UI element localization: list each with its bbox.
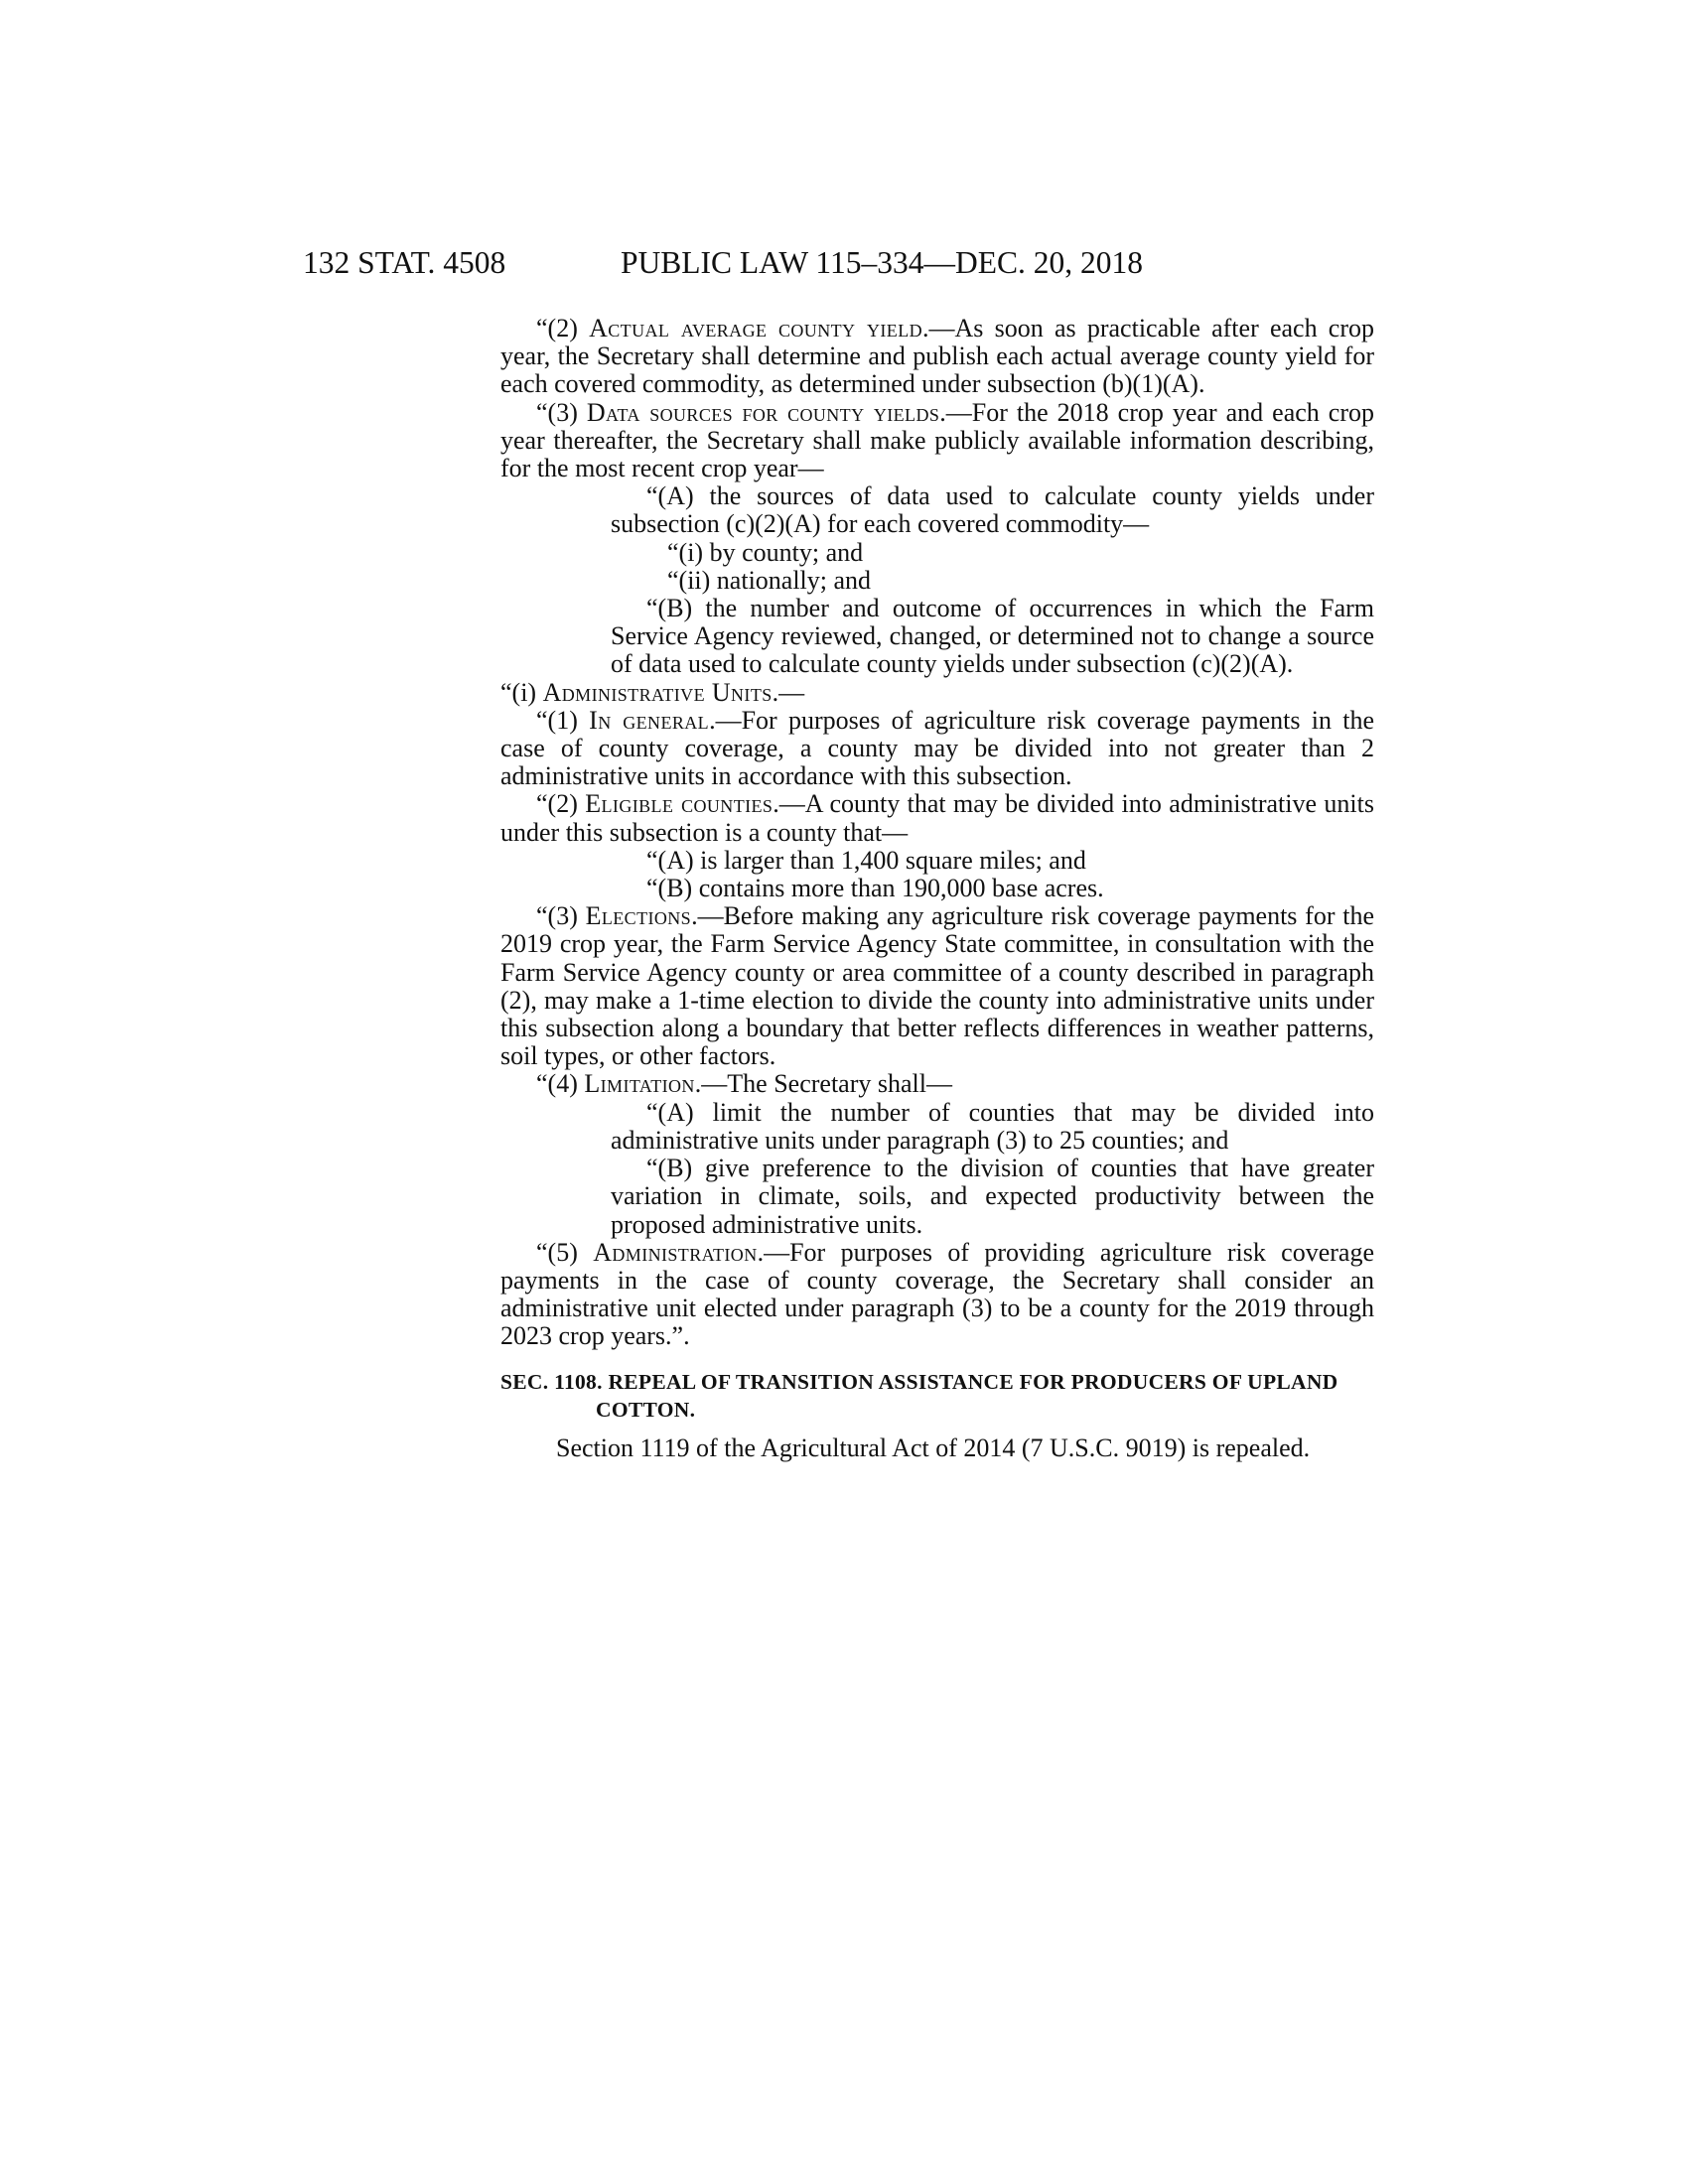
paragraph-i-5-administration: “(5) Administration.—For purposes of providing agriculture risk coverage payments in the case of county coverage, the Secretary shall consider an administrative unit elected under paragraph (3) to be a county for the 2019 through 2023 crop years.”. (500, 1237, 1374, 1351)
subparagraph-3-b: “(B) the number and outcome of occurrences in which the Farm Service Agency reviewed, changed, or determined not to change a source of data used to calculate county yields under subsection (c)(2)(A). (611, 594, 1374, 679)
stat-page-number: 132 STAT. 4508 (303, 245, 506, 280)
subparagraph-i-4-b: “(B) give preference to the division of counties that have greater variation in climate, soils, and expected productivity between the proposed administrative units. (611, 1154, 1374, 1239)
paragraph-heading: Eligible counties (585, 789, 774, 819)
subparagraph-3-a: “(A) the sources of data used to calculate county yields under subsection (c)(2)(A) for each covered commodity— (611, 481, 1374, 539)
paragraph-i-3-elections: “(3) Elections.—Before making any agriculture risk coverage payments for the 2019 crop year, the Farm Service Agency State committee, in consultation with the Farm Service Agency county or area committee of a county described in paragraph (2), may make a 1-time election to divide the county into administrative units under this subsection along a boundary that better reflects differences in weather patterns, soil types, or other factors. (500, 901, 1374, 1071)
paragraph-heading: Actual average county yield (589, 314, 922, 342)
paragraph-2-actual-average-county-yield: “(2) Actual average county yield.—As soon as practicable after each crop year, the Secretary shall determine and publish each actual average county yield for each covered commodity, as determined under subsection (b)(1)(A). (500, 314, 1374, 399)
paragraph-i-4-limitation: “(4) Limitation.—The Secretary shall— (536, 1069, 952, 1099)
subparagraph-i-4-a: “(A) limit the number of counties that may be divided into administrative units under paragraph (3) to 25 counties; and (611, 1097, 1374, 1155)
paragraph-heading: Elections (585, 901, 692, 931)
paragraph-heading: In general (589, 705, 710, 735)
subsection-i-administrative-units: “(i) Administrative Units.— (500, 677, 805, 707)
clause-3-a-ii: “(ii) nationally; and (667, 565, 872, 595)
public-law-title: PUBLIC LAW 115–334—DEC. 20, 2018 (621, 245, 1143, 280)
paragraph-heading: Limitation (584, 1069, 695, 1099)
paragraph-heading: Data sources for county yields (586, 397, 940, 427)
subparagraph-i-2-a: “(A) is larger than 1,400 square miles; and (646, 845, 1086, 875)
section-1108-heading: SEC. 1108. REPEAL OF TRANSITION ASSISTANCE FOR PRODUCERS OF UPLAND COTTON. (500, 1369, 1338, 1422)
section-1108-text: Section 1119 of the Agricultural Act of 2014 (7 U.S.C. 9019) is repealed. (556, 1433, 1311, 1462)
paragraph-i-1-in-general: “(1) In general.—For purposes of agriculture risk coverage payments in the case of county coverage, a county may be divided into not greater than 2 administrative units in accordance with this subsection. (500, 705, 1374, 791)
page-header (303, 243, 1374, 283)
paragraph-i-2-eligible-counties: “(2) Eligible counties.—A county that may be divided into administrative units under this subsection is a county that— (500, 789, 1374, 847)
subsection-heading: Administrative Units (542, 677, 773, 707)
subparagraph-i-2-b: “(B) contains more than 190,000 base acres. (646, 874, 1104, 903)
paragraph-heading: Administration (593, 1237, 758, 1267)
clause-3-a-i: “(i) by county; and (667, 537, 864, 567)
paragraph-3-data-sources: “(3) Data sources for county yields.—For the 2018 crop year and each crop year thereafter, the Secretary shall make publicly available information describing, for the most recent crop year— (500, 397, 1375, 483)
statute-text (500, 315, 1374, 1462)
